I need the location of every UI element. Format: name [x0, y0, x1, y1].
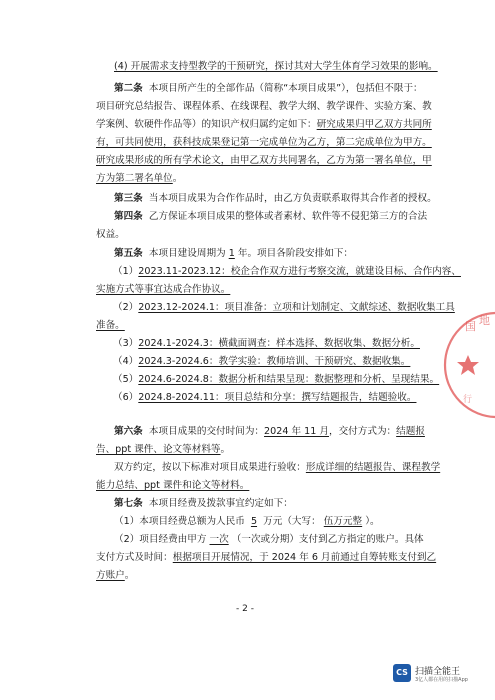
- schedule-item: （3）2024.1-2024.3：横截面调查：样本选择、数据收集、数据分析。: [113, 338, 420, 349]
- article-6: 第六条 本项目成果的交付时间为：2024 年 11 月，交付方式为：结题报: [114, 426, 425, 437]
- article-5: 第五条 本项目建设周期为 1 年。项目各阶段安排如下：: [114, 248, 353, 259]
- schedule-item: （6）2024.8-2024.11：项目总结和分享：撰写结题报告，结题验收。: [113, 392, 417, 403]
- text-line: 项目研究总结报告、课程体系、在线课程、教学大纲、教学课件、实验方案、教: [96, 101, 432, 112]
- text-line: （2）项目经费由甲方 一次 （一次或分期）支付到乙方指定的账户。具体: [114, 534, 424, 545]
- svg-text:地: 地: [479, 314, 490, 327]
- text-line: （1）本项目经费总额为人民币 5 万元（大写： 伍万元整 ）。: [114, 516, 380, 527]
- article-4: 第四条 乙方保证本项目成果的整体或者素材、软件等不侵犯第三方的合法: [114, 211, 428, 222]
- schedule-item: （2）2023.12-2024.1：项目准备：立项和计划制定、文献综述、数据收集工具: [113, 302, 455, 313]
- text-line: 权益。: [96, 229, 125, 240]
- watermark-title: 扫描全能王: [415, 667, 461, 677]
- text-line: 准备。: [96, 320, 125, 331]
- text-line: 告、ppt 课件、论文等材料等。: [96, 444, 231, 455]
- official-seal-stamp: [435, 300, 495, 430]
- page-number: - 2 -: [236, 604, 254, 614]
- text-line: 双方约定，按以下标准对项目成果进行验收：形成详细的结题报告、课程教学: [114, 462, 441, 473]
- text-line: (4) 开展需求支持型教学的干预研究，探讨其对大学生体育学习效果的影响。: [114, 61, 438, 72]
- svg-text:国: 国: [465, 320, 476, 333]
- text-line: 支付方式及时间：根据项目开展情况，于 2024 年 6 月前通过自筹转账支付到乙: [96, 552, 437, 563]
- text-line: 方账户。: [96, 570, 135, 581]
- article-2: 第二条 本项目所产生的全部作品（简称“本项目成果”），包括但不限于：: [114, 83, 423, 94]
- watermark-subtitle: 3亿人都在用的扫描App: [415, 677, 468, 683]
- text-line: 有，可共同使用，获科技成果登记第一完成单位为乙方，第二完成单位为甲方。: [96, 137, 432, 148]
- camscanner-logo-icon: CS: [393, 664, 411, 682]
- text-line: 学案例、软硬件作品等）的知识产权归属约定如下：研究成果归甲乙双方共同所: [96, 119, 432, 130]
- text-line: 研究成果形成的所有学术论文，由甲乙双方共同署名，乙方为第一署名单位，甲: [96, 155, 432, 166]
- article-3: 第三条 当本项目成果为合作作品时，由乙方负责联系取得其合作者的授权。: [114, 193, 437, 204]
- article-7: 第七条 本项目经费及拨款事宜约定如下：: [114, 498, 293, 509]
- text-line: 能力总结、ppt 课件和论文等材料。: [96, 480, 250, 491]
- schedule-item: （5）2024.6-2024.8：数据分析和结果呈现：数据整理和分析、呈现结果。: [113, 374, 440, 385]
- svg-text:行: 行: [463, 395, 473, 405]
- text-line: 实施方式等事宜达成合作协议。: [96, 284, 231, 295]
- text-line: 方为第二署名单位。: [96, 173, 183, 184]
- schedule-item: （1）2023.11-2023.12：校企合作双方进行考察交流，就建设目标、合作内容、: [113, 266, 461, 277]
- schedule-item: （4）2024.3-2024.6：教学实验：教师培训、干预研究、数据收集。: [113, 356, 411, 367]
